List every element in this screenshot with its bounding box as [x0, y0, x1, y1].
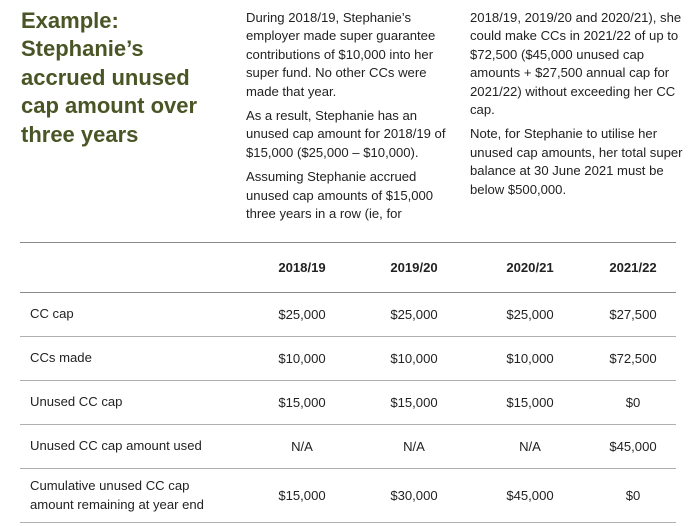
table-cell: $27,500 — [609, 307, 657, 322]
table-row — [20, 425, 676, 469]
table-cell: $45,000 — [609, 439, 657, 454]
table-cell: $15,000 — [278, 488, 326, 503]
row-label — [20, 469, 246, 523]
title-line: accrued unused — [21, 64, 190, 90]
table-row — [20, 469, 676, 523]
table-cell: N/A — [519, 439, 541, 454]
body-column-2 — [470, 9, 685, 205]
row-label: Unused CC cap — [30, 394, 123, 410]
header-cell: 2018/19 — [278, 260, 326, 275]
row-label: CC cap — [30, 306, 74, 322]
table-cell: $45,000 — [506, 488, 554, 503]
table-cell: $15,000 — [278, 395, 326, 410]
title-line: three years — [21, 121, 139, 147]
header-cell: 2021/22 — [609, 260, 657, 275]
table-row — [20, 337, 676, 381]
title-line: cap amount over — [21, 93, 198, 119]
table-cell: $25,000 — [506, 307, 554, 322]
table-cell: $15,000 — [390, 395, 438, 410]
table-cell: N/A — [291, 439, 313, 454]
paragraph: As a result, Stephanie has an unused cap amount for 2018/19 of $15,000 ($25,000 – $10,000). — [246, 108, 446, 160]
paragraph: Note, for Stephanie to utilise her unused cap amounts, her total super balance at 30 June 2021 must be below $500,000. — [470, 126, 683, 197]
table-header-row — [20, 243, 676, 293]
table-cell: $0 — [625, 395, 641, 410]
paragraph: During 2018/19, Stephanie’s employer made super guarantee contributions of $10,000 into her super fund. No other CCs were made that year. — [246, 10, 436, 99]
body-column-1 — [246, 9, 458, 229]
header-cell: 2020/21 — [506, 260, 554, 275]
table-cell: $0 — [625, 488, 641, 503]
table-cell: $10,000 — [390, 351, 438, 366]
header-cell: 2019/20 — [390, 260, 438, 275]
table-cell: $30,000 — [390, 488, 438, 503]
cc-cap-table — [20, 242, 676, 523]
title-line: Example: — [21, 8, 119, 33]
header-cell — [20, 243, 246, 293]
row-label-line: Cumulative unused CC cap — [30, 478, 190, 493]
table-cell: N/A — [403, 439, 425, 454]
table-cell: $10,000 — [278, 351, 326, 366]
row-label: Unused CC cap amount used — [30, 438, 202, 454]
table-cell: $15,000 — [506, 395, 554, 410]
paragraph: 2018/19, 2019/20 and 2020/21), she could make CCs in 2021/22 of up to $72,500 ($45,000 unused cap amounts + $27,500 annual cap for 2021/22) without exceeding her CC cap. — [470, 10, 682, 118]
table-cell: $72,500 — [609, 351, 657, 366]
table-cell: $25,000 — [278, 307, 326, 322]
page-title — [21, 7, 236, 149]
table-row — [20, 381, 676, 425]
row-label-line: amount remaining at year end — [30, 496, 204, 512]
table-row — [20, 293, 676, 337]
table-cell: $25,000 — [390, 307, 438, 322]
row-label: CCs made — [30, 350, 92, 366]
title-line: Stephanie’s — [21, 36, 144, 62]
table-cell: $10,000 — [506, 351, 554, 366]
paragraph: Assuming Stephanie accrued unused cap amounts of $15,000 three years in a row (ie, for — [246, 169, 434, 222]
